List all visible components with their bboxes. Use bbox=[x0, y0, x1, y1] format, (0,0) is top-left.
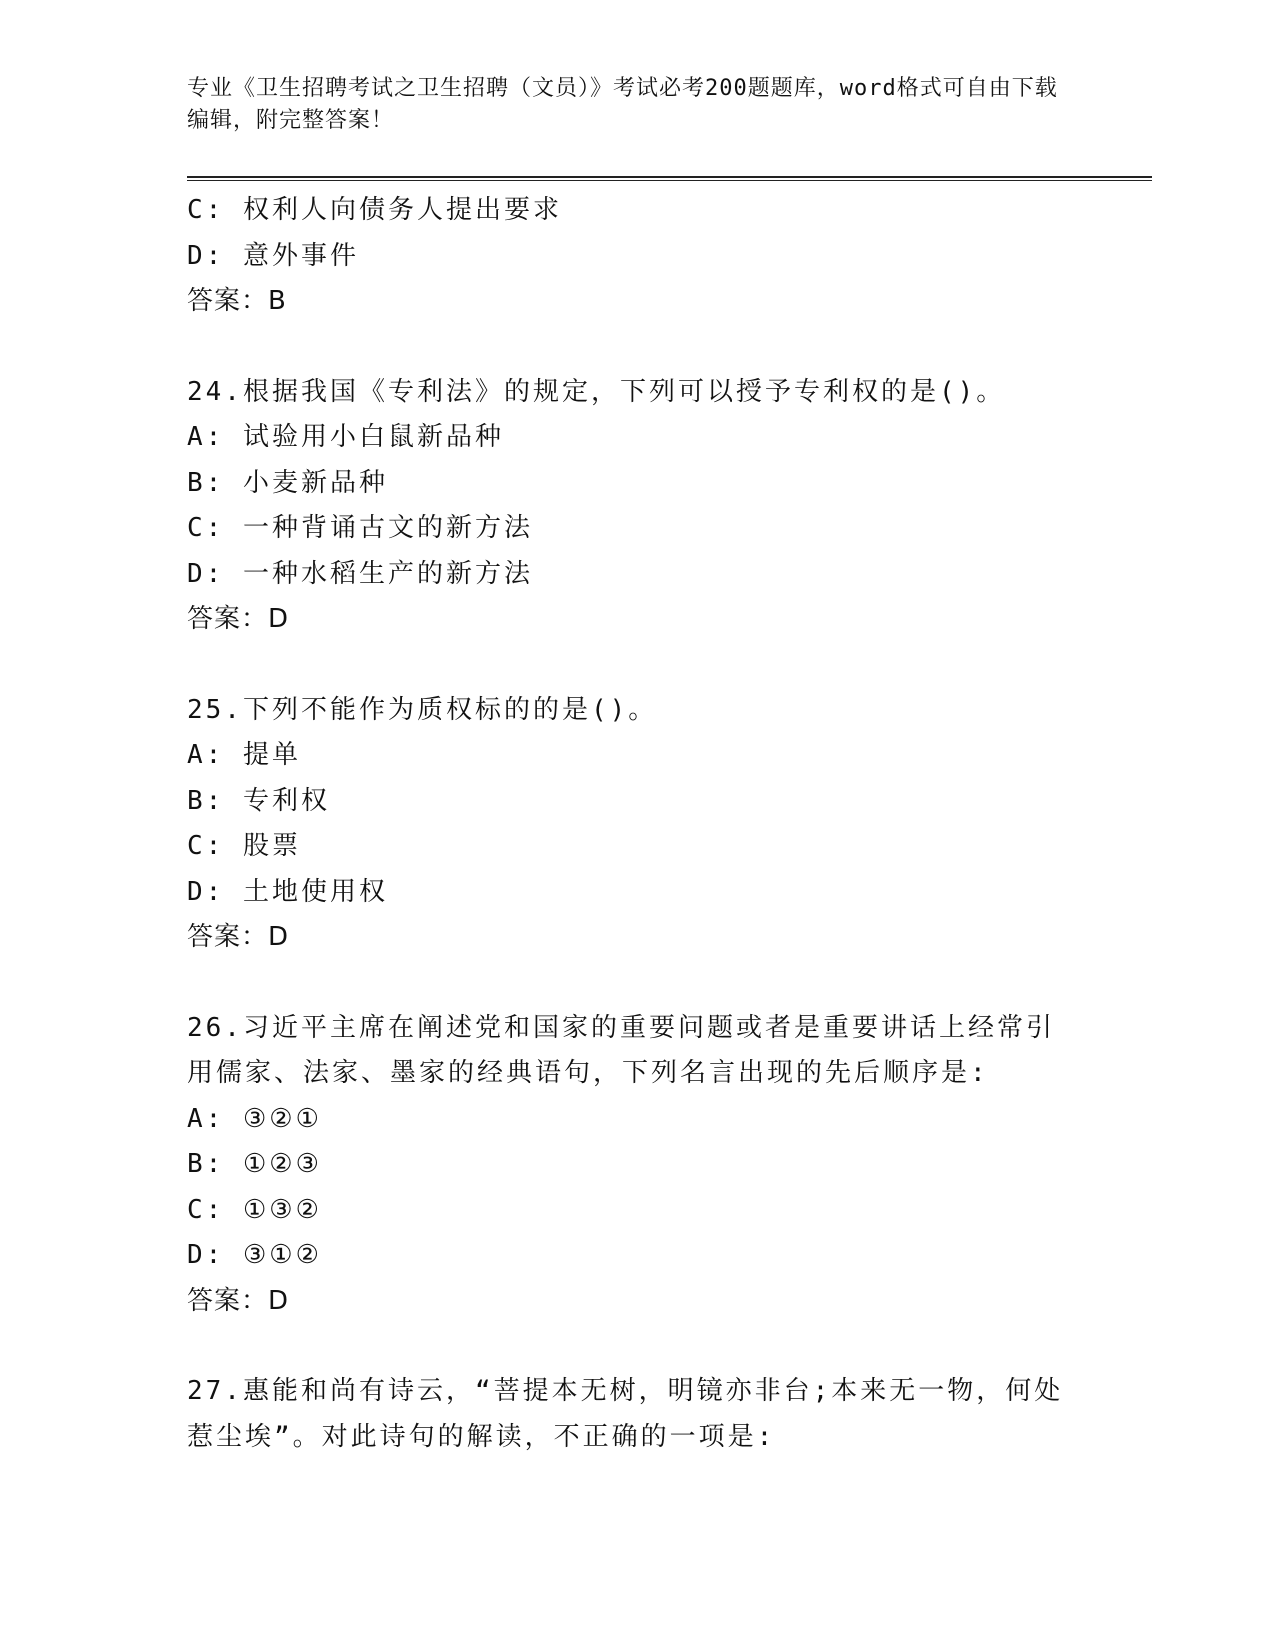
question-stem: 27.惠能和尚有诗云，“菩提本无树，明镜亦非台;本来无一物，何处惹尘埃”。对此诗句的解读，不正确的一项是: bbox=[187, 1376, 1064, 1452]
option-d: D: ③①② bbox=[187, 1240, 322, 1270]
option-c: C: ①③② bbox=[187, 1194, 322, 1225]
answer-line: 答案：D bbox=[187, 922, 290, 952]
question-27 bbox=[187, 1369, 1087, 1460]
option-b: B: 专利权 bbox=[187, 785, 330, 816]
option-a: A: 提单 bbox=[187, 740, 301, 770]
question-stem: 25.下列不能作为质权标的的是()。 bbox=[187, 694, 658, 725]
option-b: B: ①②③ bbox=[187, 1149, 322, 1179]
answer-line: 答案：B bbox=[187, 286, 287, 316]
question-content bbox=[187, 188, 1087, 1460]
page-header: 专业《卫生招聘考试之卫生招聘（文员）》考试必考200题题库，word格式可自由下载编辑，附完整答案！ bbox=[187, 76, 1058, 133]
option-d: D: 一种水稻生产的新方法 bbox=[187, 558, 533, 589]
option-c: C: 股票 bbox=[187, 831, 301, 861]
option-d: D: 土地使用权 bbox=[187, 876, 388, 907]
question-26 bbox=[187, 1006, 1087, 1325]
option-b: B: 小麦新品种 bbox=[187, 467, 388, 498]
option-a: A: ③②① bbox=[187, 1103, 322, 1134]
option-c: C: 一种背诵古文的新方法 bbox=[187, 513, 533, 543]
option-d: D: 意外事件 bbox=[187, 240, 359, 271]
question-25 bbox=[187, 688, 1087, 961]
option-c: C: 权利人向债务人提出要求 bbox=[187, 195, 562, 225]
question-stem: 26.习近平主席在阐述党和国家的重要问题或者是重要讲话上经常引用儒家、法家、墨家的经典语句，下列名言出现的先后顺序是: bbox=[187, 1012, 1055, 1088]
answer-line: 答案：D bbox=[187, 1285, 290, 1316]
header-divider bbox=[187, 176, 1152, 181]
question-stem: 24.根据我国《专利法》的规定，下列可以授予专利权的是()。 bbox=[187, 376, 1006, 407]
answer-line: 答案：D bbox=[187, 604, 290, 634]
question-24 bbox=[187, 370, 1087, 643]
option-a: A: 试验用小白鼠新品种 bbox=[187, 422, 504, 452]
